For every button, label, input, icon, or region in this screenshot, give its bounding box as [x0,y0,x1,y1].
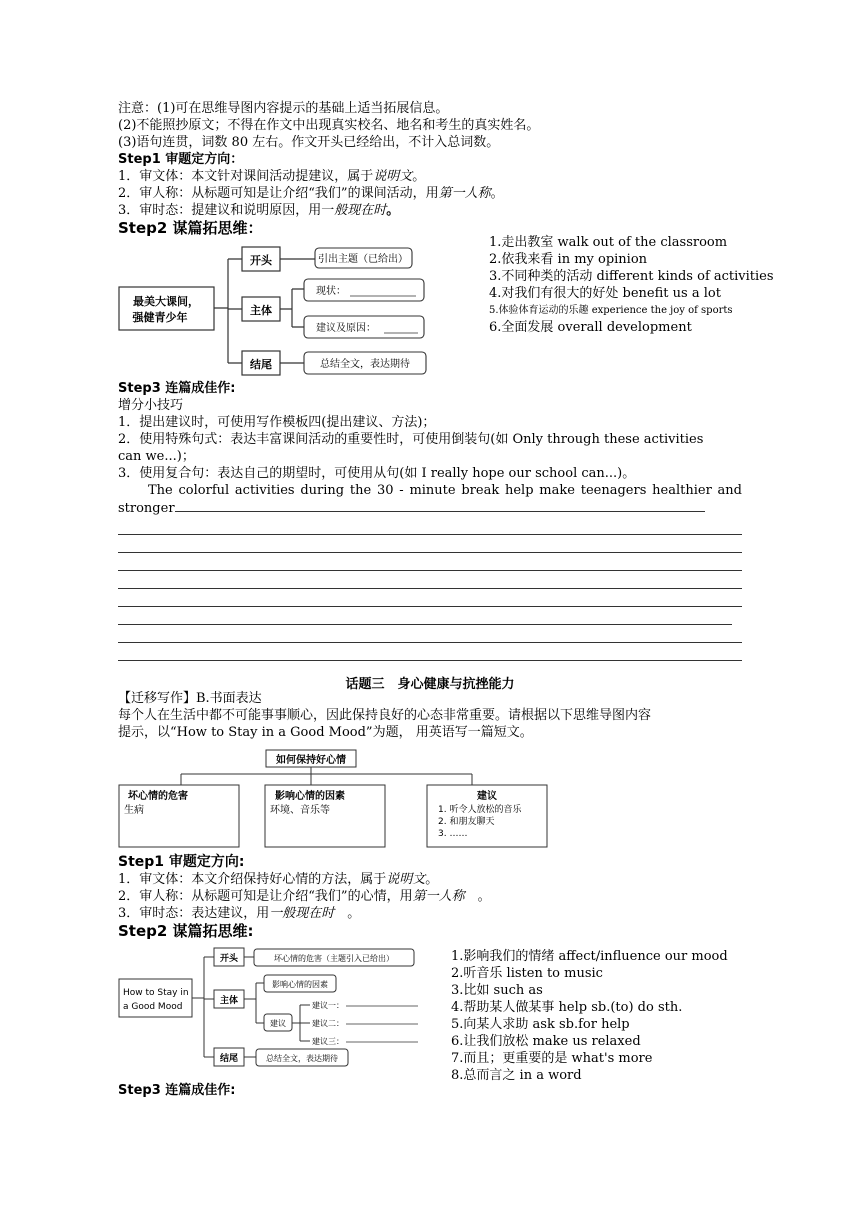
task-label: 【迁移写作】B.书面表达 [118,691,262,706]
vocab-1-item: 5.体验体育运动的乐趣 experience the joy of sports [489,305,733,316]
vocab-2-item: 7.而且；更重要的是 what's more [451,1051,653,1066]
mindmap-1-leaf-end: 总结全文，表达期待 [320,359,410,370]
mood-box-2-body: 环境、音乐等 [270,805,330,816]
note-line-1: 注意：(1)可在思维导图内容提示的基础上适当拓展信息。 [118,101,449,116]
step1-line-1: 1．审文体：本文针对课间活动提建议，属于说明文。 [118,169,426,184]
mindmap-1-leaf-open: 引出主题（已给出） [318,254,408,265]
step1-line-2: 2．审人称：从标题可知是让介绍“我们”的课间活动，用第一人称。 [118,186,504,201]
mood-diagram [118,748,552,850]
vocab-2-item: 2.听音乐 listen to music [451,966,603,981]
vocab-1-item: 3.不同种类的活动 different kinds of activities [489,269,774,284]
mindmap-1-leaf-reason: 建议及原因： [316,323,376,334]
writing-line[interactable] [118,535,742,553]
vocab-list-2 [451,948,728,1084]
mindmap-2-leaf-open: 坏心情的危害（主题引入已给出） [274,954,394,963]
mindmap-2-node-suggest: 建议 [270,1019,286,1028]
mood-diagram-top: 如何保持好心情 [276,755,346,766]
tips-title: 增分小技巧 [118,398,184,413]
mindmap-2-leaf-end: 总结全文，表达期待 [266,1054,338,1063]
mindmap-2-leaf-factor: 影响心情的因素 [272,980,328,989]
topic-title: 话题三 身心健康与抗挫能力 [345,677,515,692]
writing-line[interactable] [118,625,742,643]
vocab-2-item: 3.比如 such as [451,983,543,998]
note-line-3: (3)语句连贯，词数 80 左右。作文开头已经给出，不计入总词数。 [118,135,500,150]
mindmap-2-root-line1: How to Stay in [123,988,189,998]
mindmap-2-root-line2: a Good Mood [123,1002,183,1012]
vocab-1-item: 6.全面发展 overall development [489,320,692,335]
mood-box-1-body: 生病 [124,805,144,816]
writing-line[interactable] [118,607,732,625]
mindmap-1-node-end: 结尾 [250,358,272,371]
step3-title: Step3 连篇成佳作: [118,381,236,396]
writing-line[interactable] [118,517,742,535]
vocab-2-item: 5.向某人求助 ask sb.for help [451,1017,630,1032]
mindmap-1-node-body: 主体 [250,304,272,317]
part2-step1-title: Step1 审题定方向: [118,854,245,870]
writing-line[interactable] [118,553,742,571]
part2-step2-title: Step2 谋篇拓思维: [118,922,254,940]
mood-box-2-title: 影响心情的因素 [275,791,345,802]
vocab-2-item: 1.影响我们的情绪 affect/influence our mood [451,949,728,964]
writing-line[interactable] [118,589,742,607]
mindmap-2-suggest-3: 建议三： [312,1037,344,1046]
vocab-list-1 [489,234,774,336]
vocab-1-item: 2.依我来看 in my opinion [489,252,648,267]
vocab-2-item: 4.帮助某人做某事 help sb.(to) do sth. [451,1000,683,1015]
mindmap-2-suggest-2: 建议二： [312,1019,344,1028]
tip-2a: 2．使用特殊句式：表达丰富课间活动的重要性时，可使用倒装句(如 Only through these activities [118,432,704,447]
mindmap-2 [118,943,424,1071]
note-line-2: (2)不能照抄原文；不得在作文中出现真实校名、地名和考生的真实姓名。 [118,118,540,133]
part2-step1-line-2: 2．审人称：从标题可知是让介绍“我们”的心情，用第一人称 。 [118,889,491,904]
mood-box-3-item: 2. 和朋友聊天 [438,817,495,827]
mindmap-1 [118,243,430,378]
mindmap-1-root-line1: 最美大课间， [133,295,199,308]
step1-line-3: 3．审时态：提建议和说明原因，用一般现在时。 [118,203,400,218]
tip-1: 1．提出建议时，可使用写作模板四(提出建议、方法)； [118,415,436,430]
writing-line[interactable] [118,571,742,589]
mindmap-2-node-body: 主体 [219,996,239,1006]
mindmap-1-node-open: 开头 [250,254,272,267]
tip-2b: can we...)； [118,449,195,464]
mindmap-2-suggest-1: 建议一： [312,1001,344,1010]
part2-step1 [118,854,742,941]
mindmap-2-node-open: 开头 [219,954,239,964]
essay-opening-tail: stronger [118,499,742,517]
vocab-1-item: 1.走出教室 walk out of the classroom [489,235,728,250]
vocab-2-item: 8.总而言之 in a word [451,1068,582,1083]
mood-box-3-item: 1. 听令人放松的音乐 [438,805,522,815]
vocab-2-item: 6.让我们放松 make us relaxed [451,1034,641,1049]
part1-step3 [118,380,742,661]
mindmap-1-root-line2: 强健青少年 [132,311,188,324]
step1-title: Step1 审题定方向： [118,152,244,167]
part2-prompt [118,690,742,741]
essay-opening: The colorful activities during the 30 - minute break help make teenagers healthier and [148,483,742,498]
part2-step1-line-1: 1．审文体：本文介绍保持好心情的方法，属于说明文。 [118,872,439,887]
mood-box-3-item: 3. …… [438,829,468,839]
vocab-1-item: 4.对我们有很大的好处 benefit us a lot [489,286,721,301]
mood-box-3-title: 建议 [477,791,497,802]
part1-text [118,100,742,238]
part2-step1-line-3: 3．审时态：表达建议，用一般现在时 。 [118,906,361,921]
writing-line[interactable] [118,643,742,661]
prompt-line-2: 提示，以“How to Stay in a Good Mood”为题， 用英语写一篇短文。 [118,725,533,740]
mindmap-1-leaf-status: 现状： [316,286,346,297]
tip-3: 3．使用复合句：表达自己的期望时，可使用从句(如 I really hope our school can...)。 [118,466,636,481]
mood-box-1-title: 坏心情的危害 [128,791,188,802]
prompt-line-1: 每个人在生活中都不可能事事顺心，因此保持良好的心态非常重要。请根据以下思维导图内容 [118,708,652,723]
mindmap-2-node-end: 结尾 [219,1054,239,1064]
step2-title: Step2 谋篇拓思维： [118,219,263,237]
part2-step3-title: Step3 连篇成佳作: [118,1083,236,1098]
